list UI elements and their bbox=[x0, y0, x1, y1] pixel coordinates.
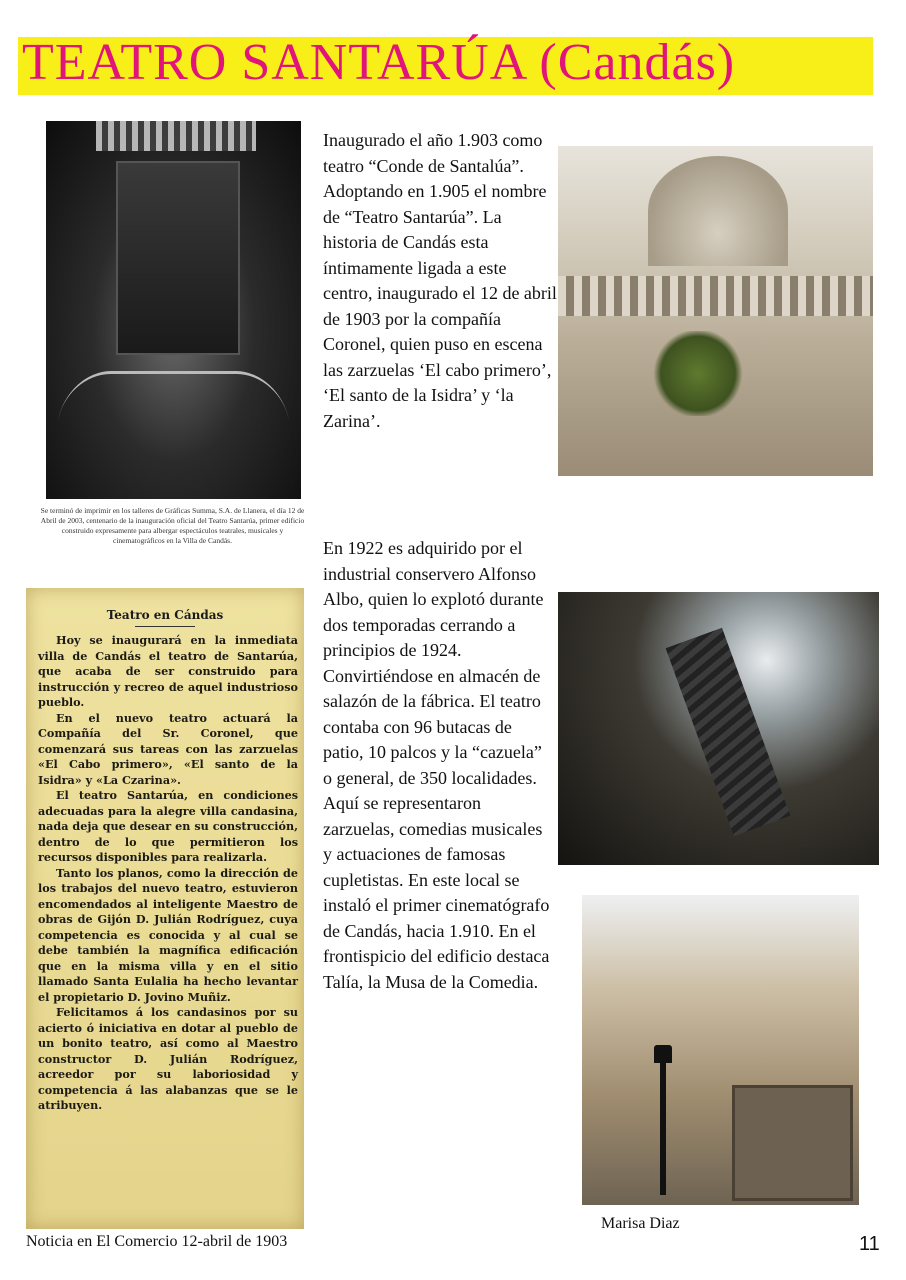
intro-text: Inaugurado el año 1.903 como teatro “Conde de Santalúa”. Adoptando en 1.905 el nombre de “Teatro Santarúa”. La historia de Candás esta íntimamente ligada a este centro, inaugurado el 12 de abril de 1903 por la compañía Coronel, quien puso en escena las zarzuelas ‘El cabo primero’, ‘El santo de la Isidra’ y ‘la Zarina’. bbox=[323, 130, 557, 431]
clipping-paragraph: El teatro Santarúa, en condiciones adecuadas para la alegre villa candasina, nada deja que desear en su construcción, dentro de lo que permitieron los recursos disponibles para realizarla. bbox=[38, 788, 298, 864]
balcony-railing-right bbox=[170, 371, 301, 494]
history-text: En 1922 es adquirido por el industrial conservero Alfonso Albo, quien lo explotó durante dos temporadas cerrando a principios de 1924. Convirtiéndose en almacén de salazón de la fábrica. El teatro contaba con 96 butacas de patio, 10 palcos y la “cazuela” o general, de 350 localidades. Aquí se representaron zarzuelas, comedias musicales y actuaciones de famosas cupletistas. En este local se instaló el primer cinematógrafo de Candás, hacia 1.910. En el frontispicio del edificio destaca Talía, la Musa de la Comedia. bbox=[323, 538, 550, 992]
wall-plant bbox=[653, 331, 743, 416]
stage-opening bbox=[116, 161, 240, 355]
clipping-paragraph: Tanto los planos, como la dirección de los trabajos del nuevo teatro, estuvieron encomendados al inteligente Maestro de obras de Gijón D. Julián Rodríguez, cuya competencia es conocida y al cual se debe también la magnífica edificación que en la misma villa y en el sitio llamado Santa Eulalia ha hecho levantar el propietario D. Jovino Muñiz. bbox=[38, 865, 298, 1004]
balcony-railing-left bbox=[46, 371, 177, 494]
talia-pediment bbox=[648, 156, 788, 266]
photo-credit: Marisa Diaz bbox=[601, 1215, 680, 1232]
clipping-paragraph: En el nuevo teatro actuará la Compañía del Sr. Coronel, que comenzará sus tareas con las zarzuelas «El Cabo primero», «El santo de la Isidra» y «La Czarina». bbox=[38, 710, 298, 787]
clipping-caption: Noticia en El Comercio 12-abril de 1903 bbox=[26, 1233, 288, 1250]
clipping-heading: Teatro en Cándas bbox=[106, 608, 224, 622]
theatre-street-facade-photo bbox=[582, 895, 859, 1205]
facade-pediment-photo bbox=[558, 146, 873, 476]
street-lamp-post bbox=[660, 1055, 666, 1195]
balustrade bbox=[558, 276, 873, 316]
historic-photo-caption: Se terminó de imprimir en los talleres de Gráficas Summa, S.A. de Llanera, el día 12 de Abril de 2003, centenario de la inauguración oficial del Teatro Santarúa, primer edificio construido expresamente para albergar espectáculos teatrales, musicales y cinematográficos en la Villa de Candás. bbox=[40, 506, 305, 545]
proscenium-ornament bbox=[96, 121, 256, 151]
page-number: 11 bbox=[859, 1233, 880, 1255]
wooden-door bbox=[732, 1085, 853, 1201]
warehouse-interior-photo bbox=[558, 592, 879, 865]
theatre-interior-historic-photo bbox=[46, 121, 301, 499]
page-title: TEATRO SANTARÚA (Candás) bbox=[22, 34, 736, 91]
newspaper-clipping bbox=[26, 588, 304, 1229]
interior-staircase bbox=[666, 628, 791, 836]
clipping-rule bbox=[135, 626, 195, 627]
clipping-paragraph: Felicitamos á los candasinos por su acierto ó iniciativa en dotar al pueblo de un bonito teatro, así como al Maestro constructor D. Julián Rodríguez, acreedor por su laboriosidad y competencia á las alabanzas que se le atribuyen. bbox=[38, 1005, 298, 1112]
clipping-paragraph: Hoy se inaugurará en la inmediata villa de Candás el teatro de Santarúa, que acaba de ser construido para instrucción y recreo de aquel industrioso pueblo. bbox=[38, 633, 298, 709]
